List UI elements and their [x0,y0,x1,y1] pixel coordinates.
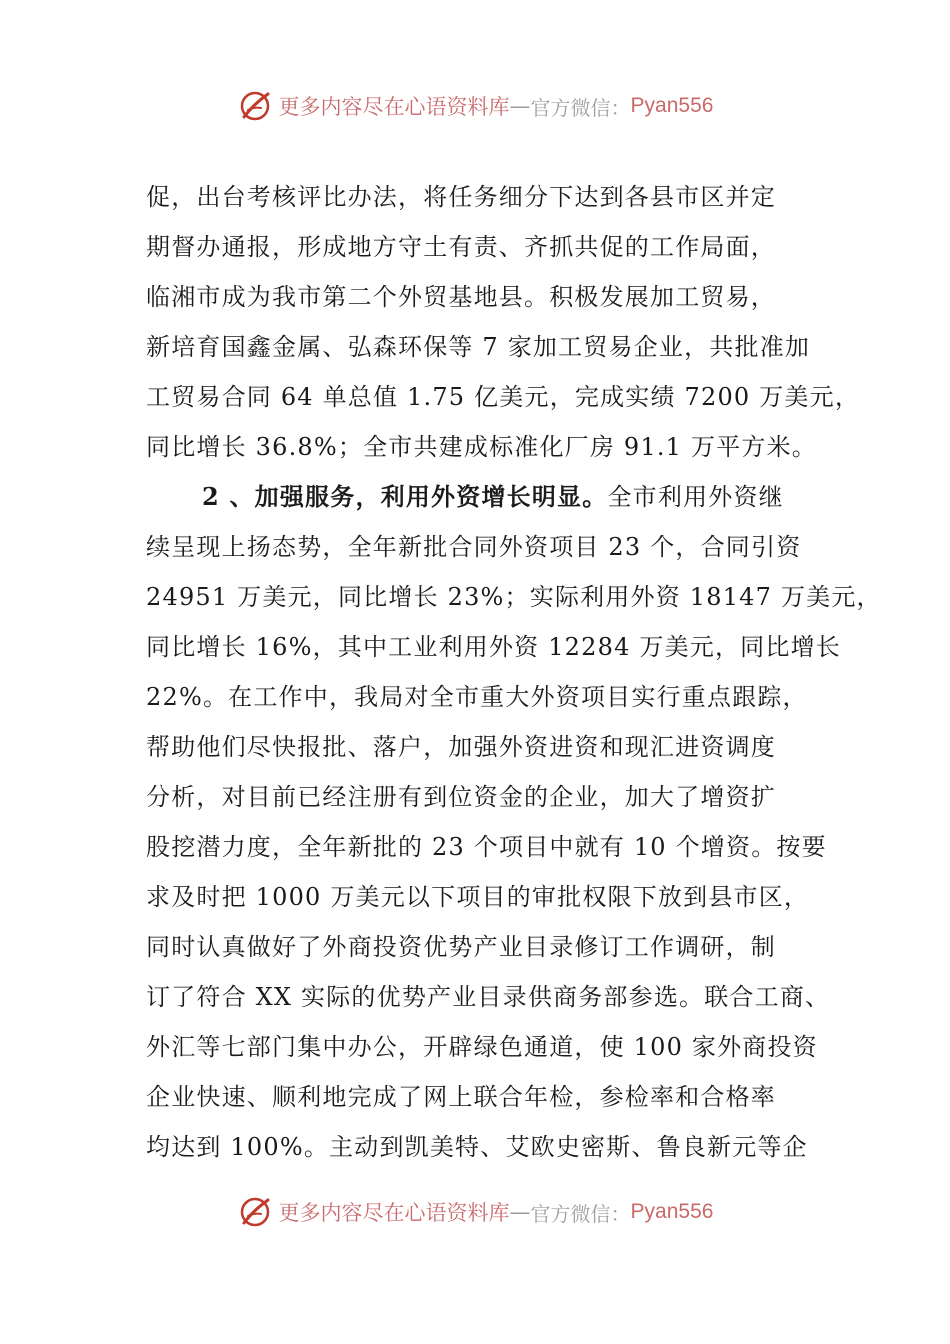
paragraph2-line: 帮助他们尽快报批、落户，加强外资进资和现汇进资调度 [146,733,776,761]
section-heading: 2 、加强服务，利用外资增长明显。 [202,482,608,511]
paragraph2-line: 求及时把 1000 万美元以下项目的审批权限下放到县市区， [146,883,810,911]
brand-logo-icon [237,1194,273,1230]
paragraph1-line: 工贸易合同 64 单总值 1.75 亿美元，完成实绩 7200 万美元， [146,383,861,411]
paragraph2-line: 企业快速、顺利地完成了网上联合年检，参检率和合格率 [146,1083,776,1111]
watermark-promo-text: 更多内容尽在心语资料库 [278,1201,510,1225]
paragraph2-line: 同比增长 16%，其中工业利用外资 12284 万美元，同比增长 [146,633,841,661]
paragraph2-line: 同时认真做好了外商投资优势产业目录修订工作调研，制 [146,933,776,961]
watermark-dash: — [509,1200,531,1224]
paragraph2-first-line-text: 全市利用外资继 [607,483,784,511]
watermark-wechat-label: 官方微信： [530,1201,631,1226]
brand-logo-icon [237,88,273,124]
watermark-dash: — [509,94,531,118]
paragraph2-line: 均达到 100%。主动到凯美特、艾欧史密斯、鲁良新元等企 [146,1133,808,1161]
watermark-wechat-id: Pyan556 [630,1200,714,1223]
paragraph2-line: 22%。在工作中，我局对全市重大外资项目实行重点跟踪， [146,683,808,711]
paragraph2-first-line [146,472,826,522]
watermark-wechat-label: 官方微信： [530,95,631,120]
paragraph1-line: 临湘市成为我市第二个外贸基地县。积极发展加工贸易， [146,283,776,311]
watermark-promo-text: 更多内容尽在心语资料库 [278,95,510,119]
watermark-banner-bottom [0,1190,950,1234]
paragraph2-line: 股挖潜力度，全年新批的 23 个项目中就有 10 个增资。按要 [146,833,827,861]
paragraph1-line: 期督办通报，形成地方守土有责、齐抓共促的工作局面， [146,233,776,261]
watermark-banner-top [0,84,950,128]
paragraph2-line: 续呈现上扬态势，全年新批合同外资项目 23 个，合同引资 [146,533,802,561]
paragraph2-line: 24951 万美元，同比增长 23%；实际利用外资 18147 万美元， [146,583,882,611]
paragraph1-line: 促，出台考核评比办法，将任务细分下达到各县市区并定 [146,183,776,211]
paragraph1-line: 新培育国鑫金属、弘森环保等 7 家加工贸易企业，共批准加 [146,333,811,361]
watermark-wechat-id: Pyan556 [630,94,714,117]
paragraph2-line: 订了符合 XX 实际的优势产业目录供商务部参选。联合工商、 [146,983,831,1011]
paragraph2-line: 外汇等七部门集中办公，开辟绿色通道，使 100 家外商投资 [146,1033,818,1061]
paragraph2-line: 分析，对目前已经注册有到位资金的企业，加大了增资扩 [146,783,776,811]
document-body [146,172,882,1172]
paragraph1-line: 同比增长 36.8%；全市共建成标准化厂房 91.1 万平方米。 [146,433,817,461]
